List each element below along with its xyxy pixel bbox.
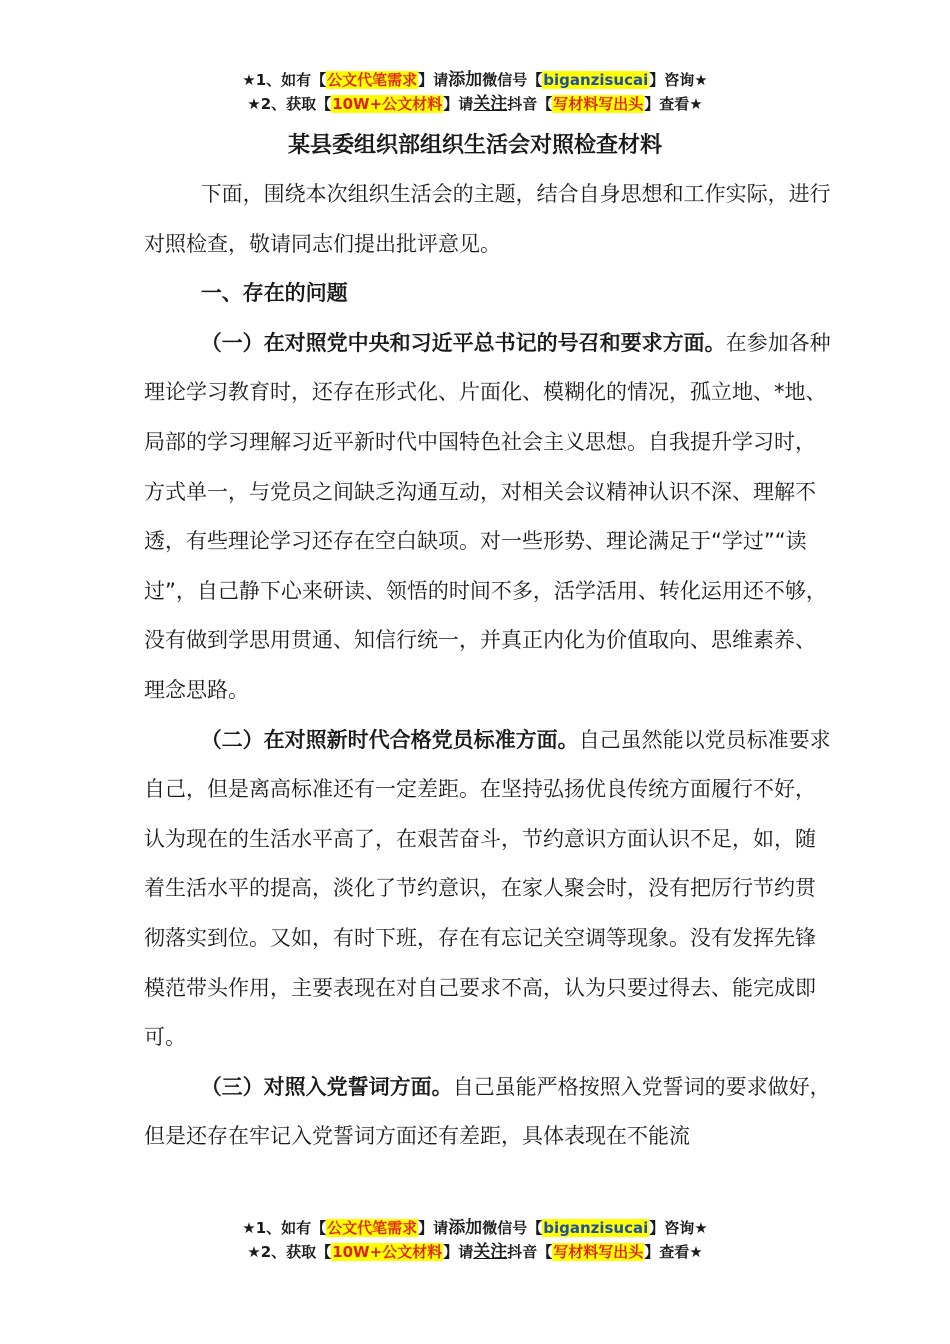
highlight-douyin: 写材料写出头 (553, 95, 644, 113)
item-1-paragraph (144, 319, 836, 716)
item-3-body: 自己虽能严格按照入党誓词的要求做好，但是还存在牢记入党誓词方面还有差距，具体表现在不能流 (144, 1074, 831, 1149)
header-banner (0, 68, 950, 116)
item-3-heading: （三）对照入党誓词方面。 (200, 1074, 453, 1099)
highlight-service: 公文代笔需求 (327, 1219, 418, 1237)
item-2-heading: （二）在对照新时代合格党员标准方面。 (200, 727, 579, 752)
section-heading: 一、存在的问题 (200, 281, 348, 306)
intro-paragraph: 下面，围绕本次组织生活会的主题，结合自身思想和工作实际，进行对照检查，敬请同志们提出批评意见。 (144, 182, 831, 256)
footer-banner (0, 1216, 950, 1264)
highlight-wechat-id: biganzisucai (543, 1219, 649, 1237)
highlight-materials: 10W+公文材料 (332, 95, 443, 113)
item-1-heading: （一）在对照党中央和习近平总书记的号召和要求方面。 (200, 330, 726, 355)
item-3-paragraph (144, 1063, 836, 1162)
highlight-douyin: 写材料写出头 (553, 1243, 644, 1261)
footer-line-2: ★2、获取【10W+公文材料】请关注抖音【写材料写出头】查看★ (247, 1242, 703, 1262)
item-2-body: 自己虽然能以党员标准要求自己，但是离高标准还有一定差距。在坚持弘扬优良传统方面履行不好，认为现在的生活水平高了，在艰苦奋斗，节约意识方面认识不足，如，随着生活水平的提高，淡化了节约意识，在家人聚会时，没有把厉行节约贯彻落实到位。又如，有时下班，存在有忘记关空调等现象。没有发挥先锋模范带头作用，主要表现在对自己要求不高，认为只要过得去、能完成即可。 (144, 727, 831, 1050)
document-body (144, 170, 836, 1162)
highlight-service: 公文代笔需求 (327, 71, 418, 89)
banner-line-1: ★1、如有【公文代笔需求】请添加微信号【biganzisucai】咨询★ (242, 70, 708, 90)
item-2-paragraph (144, 716, 836, 1063)
item-1-body: 在参加各种理论学习教育时，还存在形式化、片面化、模糊化的情况，孤立地、*地、局部的学习理解习近平新时代中国特色社会主义思想。自我提升学习时，方式单一，与党员之间缺乏沟通互动，对相关会议精神认识不深、理解不透，有些理论学习还存在空白缺项。对一些形势、理论满足于“学过”“读过”，自己静下心来研读、领悟的时间不多，活学活用、转化运用还不够，没有做到学思用贯通、知信行统一，并真正内化为价值取向、思维素养、理念思路。 (144, 330, 831, 702)
banner-line-2: ★2、获取【10W+公文材料】请关注抖音【写材料写出头】查看★ (247, 94, 703, 114)
highlight-wechat-id: biganzisucai (543, 71, 649, 89)
document-title: 某县委组织部组织生活会对照检查材料 (287, 133, 662, 158)
highlight-materials: 10W+公文材料 (332, 1243, 443, 1261)
footer-line-1: ★1、如有【公文代笔需求】请添加微信号【biganzisucai】咨询★ (242, 1218, 708, 1238)
